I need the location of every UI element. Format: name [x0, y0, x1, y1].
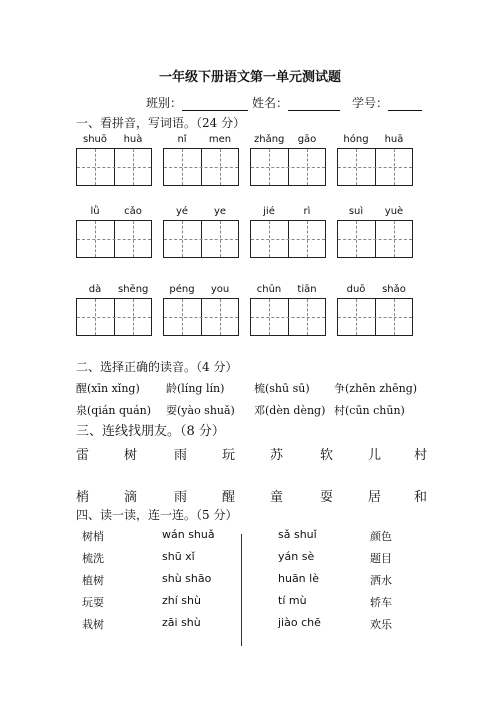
pinyin-syllable: zhǎng: [254, 134, 285, 145]
match-char-bottom: 和: [414, 490, 428, 505]
pinyin-syllable: duō: [346, 284, 366, 295]
pinyin-syllable: ye: [213, 206, 227, 217]
class-field: [146, 94, 248, 111]
pinyin-syllable: shuō: [82, 134, 107, 145]
divider-line: [241, 534, 242, 646]
grid-guide-line: [338, 167, 412, 168]
writing-grid: [250, 148, 326, 186]
number-blank: [388, 98, 422, 111]
pinyin-syllable: tiān: [297, 284, 317, 295]
writing-grid: [76, 148, 152, 186]
pinyin-syllable: gāo: [297, 134, 317, 145]
section1-heading: 一、看拼音，写词语。（24 分）: [76, 116, 246, 130]
section2-heading: 二、选择正确的读音。（4 分）: [76, 360, 238, 374]
reading-choice: 龄(líng lín): [166, 382, 225, 395]
writing-grid: [250, 298, 326, 336]
connect-item: sǎ shuǐ: [278, 528, 317, 541]
connect-item: 植树: [82, 574, 104, 587]
writing-grid: [337, 220, 413, 258]
match-char-bottom: 醒: [222, 490, 236, 505]
grid-guide-line: [77, 317, 151, 318]
writing-grid: [250, 220, 326, 258]
match-char-bottom: 耍: [320, 490, 334, 505]
page-title: 一年级下册语文第一单元测试题: [158, 70, 341, 85]
number-label: 学号：: [352, 96, 389, 110]
pinyin-syllable: huā: [384, 134, 404, 145]
connect-item: 栽树: [82, 618, 104, 631]
pinyin-syllable: yuè: [384, 206, 404, 217]
match-char-top: 玩: [222, 448, 236, 463]
pinyin-syllable: shǎo: [382, 284, 406, 295]
writing-grid: [76, 298, 152, 336]
match-char-top: 儿: [368, 448, 382, 463]
connect-item: tí mù: [278, 594, 307, 607]
pinyin-syllable: men: [208, 134, 232, 145]
connect-item: 颜色: [370, 530, 392, 543]
grid-guide-line: [77, 167, 151, 168]
connect-item: 题目: [370, 552, 392, 565]
connect-item: zhí shù: [162, 594, 201, 607]
pinyin-syllable: chūn: [256, 284, 282, 295]
grid-guide-line: [251, 239, 325, 240]
pinyin-syllable: huà: [123, 134, 143, 145]
match-char-bottom: 滴: [124, 490, 138, 505]
writing-grid: [163, 298, 239, 336]
connect-item: 树梢: [82, 530, 104, 543]
pinyin-syllable: jié: [263, 206, 275, 217]
reading-choice: 泉(qián quán): [76, 404, 152, 417]
connect-item: shù shāo: [162, 572, 212, 585]
class-blank: [182, 98, 248, 111]
grid-guide-line: [164, 317, 238, 318]
reading-choice: 梳(shū sū): [254, 382, 310, 395]
name-label: 姓名：: [252, 96, 289, 110]
section4-heading: 四、读一读，连一连。（5 分）: [76, 508, 238, 522]
connect-item: 玩耍: [82, 596, 104, 609]
connect-item: 梳洗: [82, 552, 104, 565]
connect-item: zāi shù: [162, 616, 201, 629]
reading-choice: 村(cūn chūn): [334, 404, 405, 417]
grid-guide-line: [77, 239, 151, 240]
grid-guide-line: [164, 167, 238, 168]
connect-item: 洒水: [370, 574, 392, 587]
connect-item: jiào chē: [278, 616, 321, 629]
section3-heading: 三、连线找朋友。（8 分）: [76, 424, 225, 439]
grid-guide-line: [251, 167, 325, 168]
grid-guide-line: [251, 317, 325, 318]
writing-grid: [337, 148, 413, 186]
reading-choice: 邓(dèn dèng): [254, 404, 326, 417]
match-char-bottom: 雨: [174, 490, 188, 505]
class-label: 班别：: [146, 96, 183, 110]
grid-guide-line: [338, 239, 412, 240]
connect-item: 欢乐: [370, 618, 392, 631]
reading-choice: 耍(yào shuǎ): [166, 404, 235, 417]
pinyin-syllable: yé: [175, 206, 189, 217]
pinyin-syllable: suì: [348, 206, 364, 217]
match-char-bottom: 童: [270, 490, 284, 505]
writing-grid: [163, 148, 239, 186]
pinyin-syllable: rì: [303, 206, 311, 217]
pinyin-syllable: shēng: [118, 284, 149, 295]
match-char-top: 雷: [76, 448, 90, 463]
connect-item: shū xǐ: [162, 550, 195, 563]
name-field: [252, 94, 340, 111]
writing-grid: [337, 298, 413, 336]
pinyin-syllable: lǜ: [90, 206, 100, 217]
match-char-top: 苏: [270, 448, 284, 463]
connect-item: yán sè: [278, 550, 315, 563]
pinyin-syllable: cǎo: [124, 206, 142, 217]
writing-grid: [163, 220, 239, 258]
pinyin-syllable: you: [210, 284, 230, 295]
writing-grid: [76, 220, 152, 258]
reading-choice: 争(zhēn zhēng): [334, 382, 418, 395]
connect-item: huān lè: [278, 572, 319, 585]
reading-choice: 醒(xīn xǐng): [76, 382, 140, 395]
pinyin-syllable: nǐ: [177, 134, 187, 145]
pinyin-syllable: hóng: [343, 134, 369, 145]
match-char-top: 树: [124, 448, 138, 463]
pinyin-syllable: péng: [169, 284, 195, 295]
match-char-bottom: 梢: [76, 490, 90, 505]
pinyin-syllable: dà: [88, 284, 102, 295]
name-blank: [288, 98, 340, 111]
match-char-top: 软: [320, 448, 334, 463]
connect-item: wán shuǎ: [162, 528, 215, 541]
number-field: [352, 94, 422, 111]
grid-guide-line: [338, 317, 412, 318]
match-char-top: 雨: [174, 448, 188, 463]
grid-guide-line: [164, 239, 238, 240]
match-char-bottom: 居: [368, 490, 382, 505]
match-char-top: 村: [414, 448, 428, 463]
connect-item: 轿车: [370, 596, 392, 609]
